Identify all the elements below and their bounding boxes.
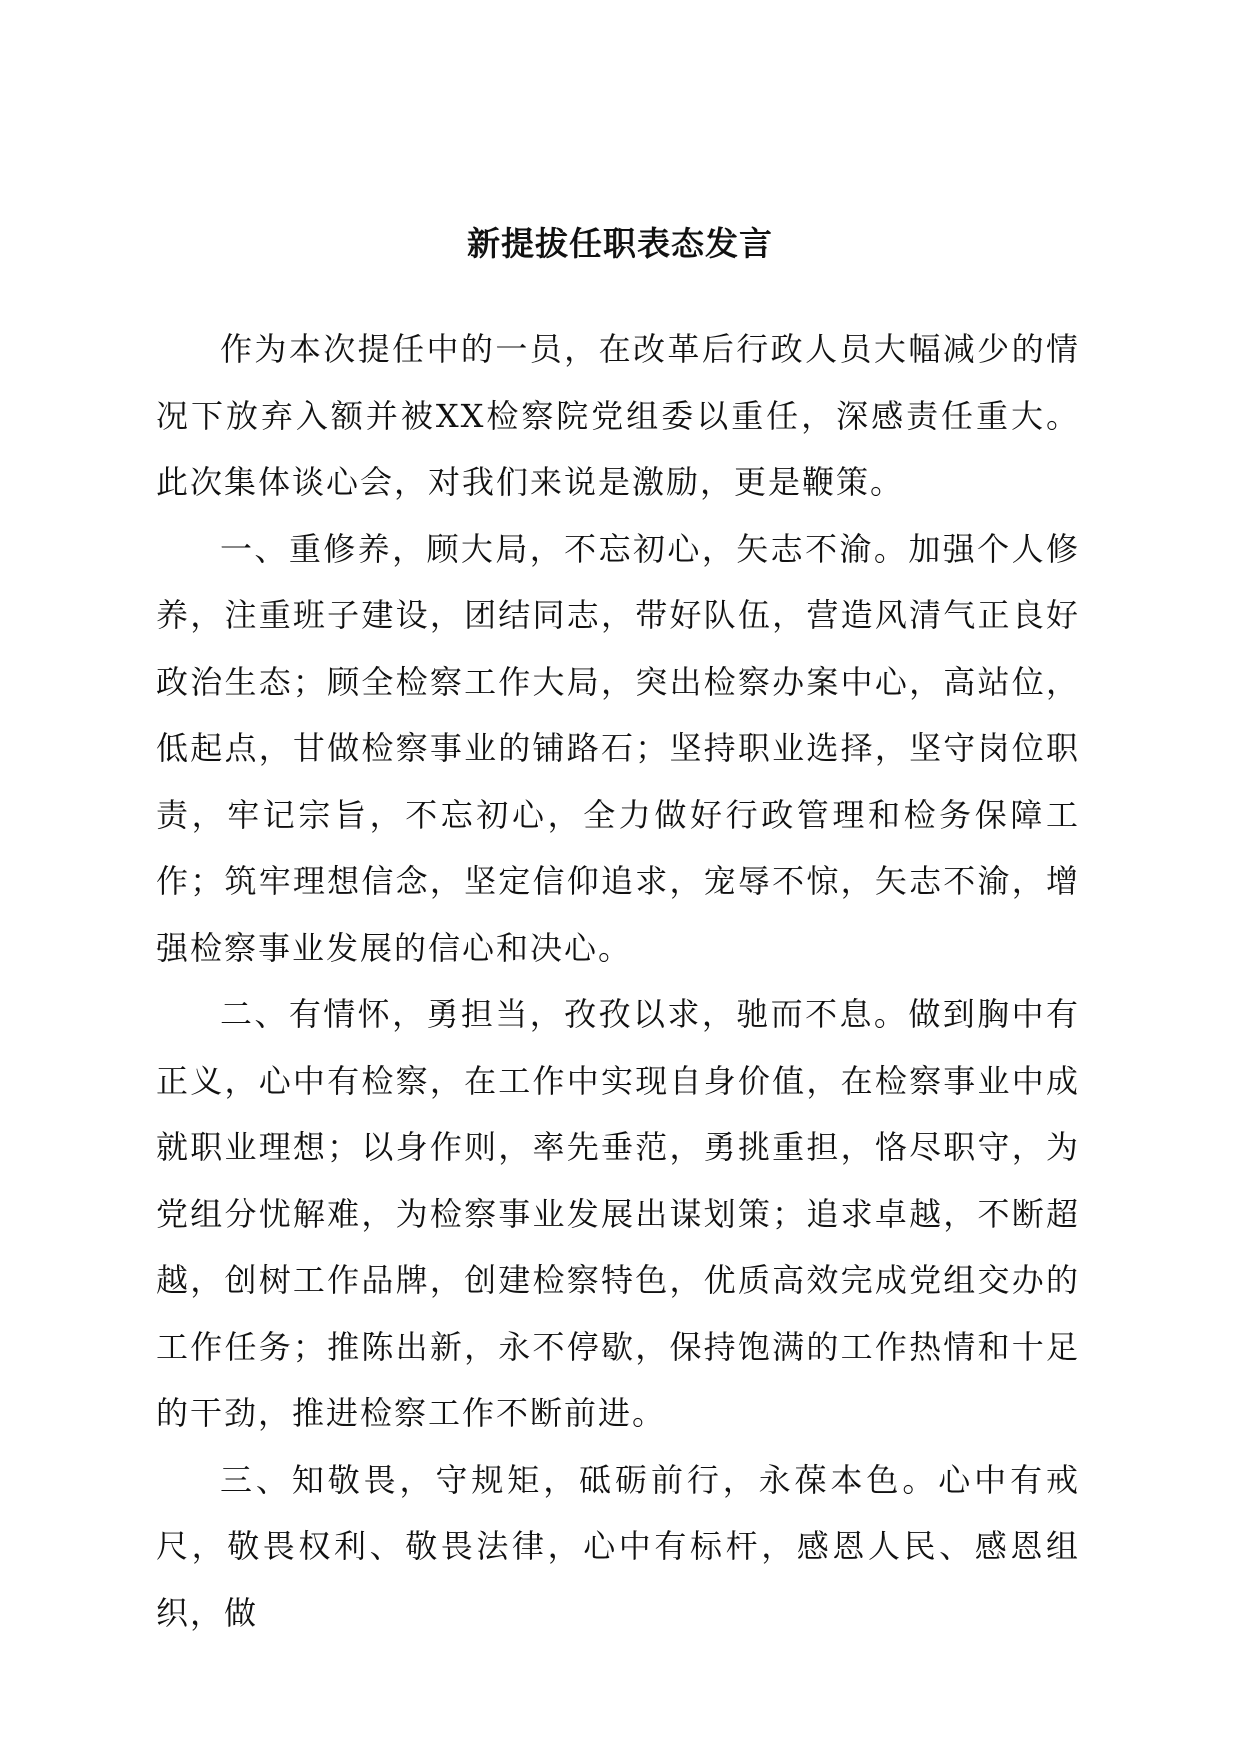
paragraph-section-1: 一、重修养，顾大局，不忘初心，矢志不渝。加强个人修养，注重班子建设，团结同志，带好队伍，营造风清气正良好政治生态；顾全检察工作大局，突出检察办案中心，高站位，低起点，甘做检察事业的铺路石；坚持职业选择，坚守岗位职责，牢记宗旨，不忘初心，全力做好行政管理和检务保障工作；筑牢理想信念，坚定信仰追求，宠辱不惊，矢志不渝，增强检察事业发展的信心和决心。 [156, 529, 1080, 967]
paragraph-section-3: 三、知敬畏，守规矩，砥砺前行，永葆本色。心中有戒尺，敬畏权利、敬畏法律，心中有标杆，感恩人民、感恩组织，做 [156, 1460, 1080, 1632]
paragraph-section-2: 二、有情怀，勇担当，孜孜以求，驰而不息。做到胸中有正义，心中有检察，在工作中实现自身价值，在检察事业中成就职业理想；以身作则，率先垂范，勇挑重担，恪尽职守，为党组分忧解难，为检察事业发展出谋划策；追求卓越，不断超越，创树工作品牌，创建检察特色，优质高效完成党组交办的工作任务；推陈出新，永不停歇，保持饱满的工作热情和十足的干劲，推进检察工作不断前进。 [156, 995, 1080, 1432]
document-body [156, 316, 1080, 1646]
paragraph-intro: 作为本次提任中的一员，在改革后行政人员大幅减少的情况下放弃入额并被XX检察院党组委以重任，深感责任重大。此次集体谈心会，对我们来说是激励，更是鞭策。 [156, 330, 1080, 501]
document-title: 新提拔任职表态发言 [467, 224, 773, 263]
